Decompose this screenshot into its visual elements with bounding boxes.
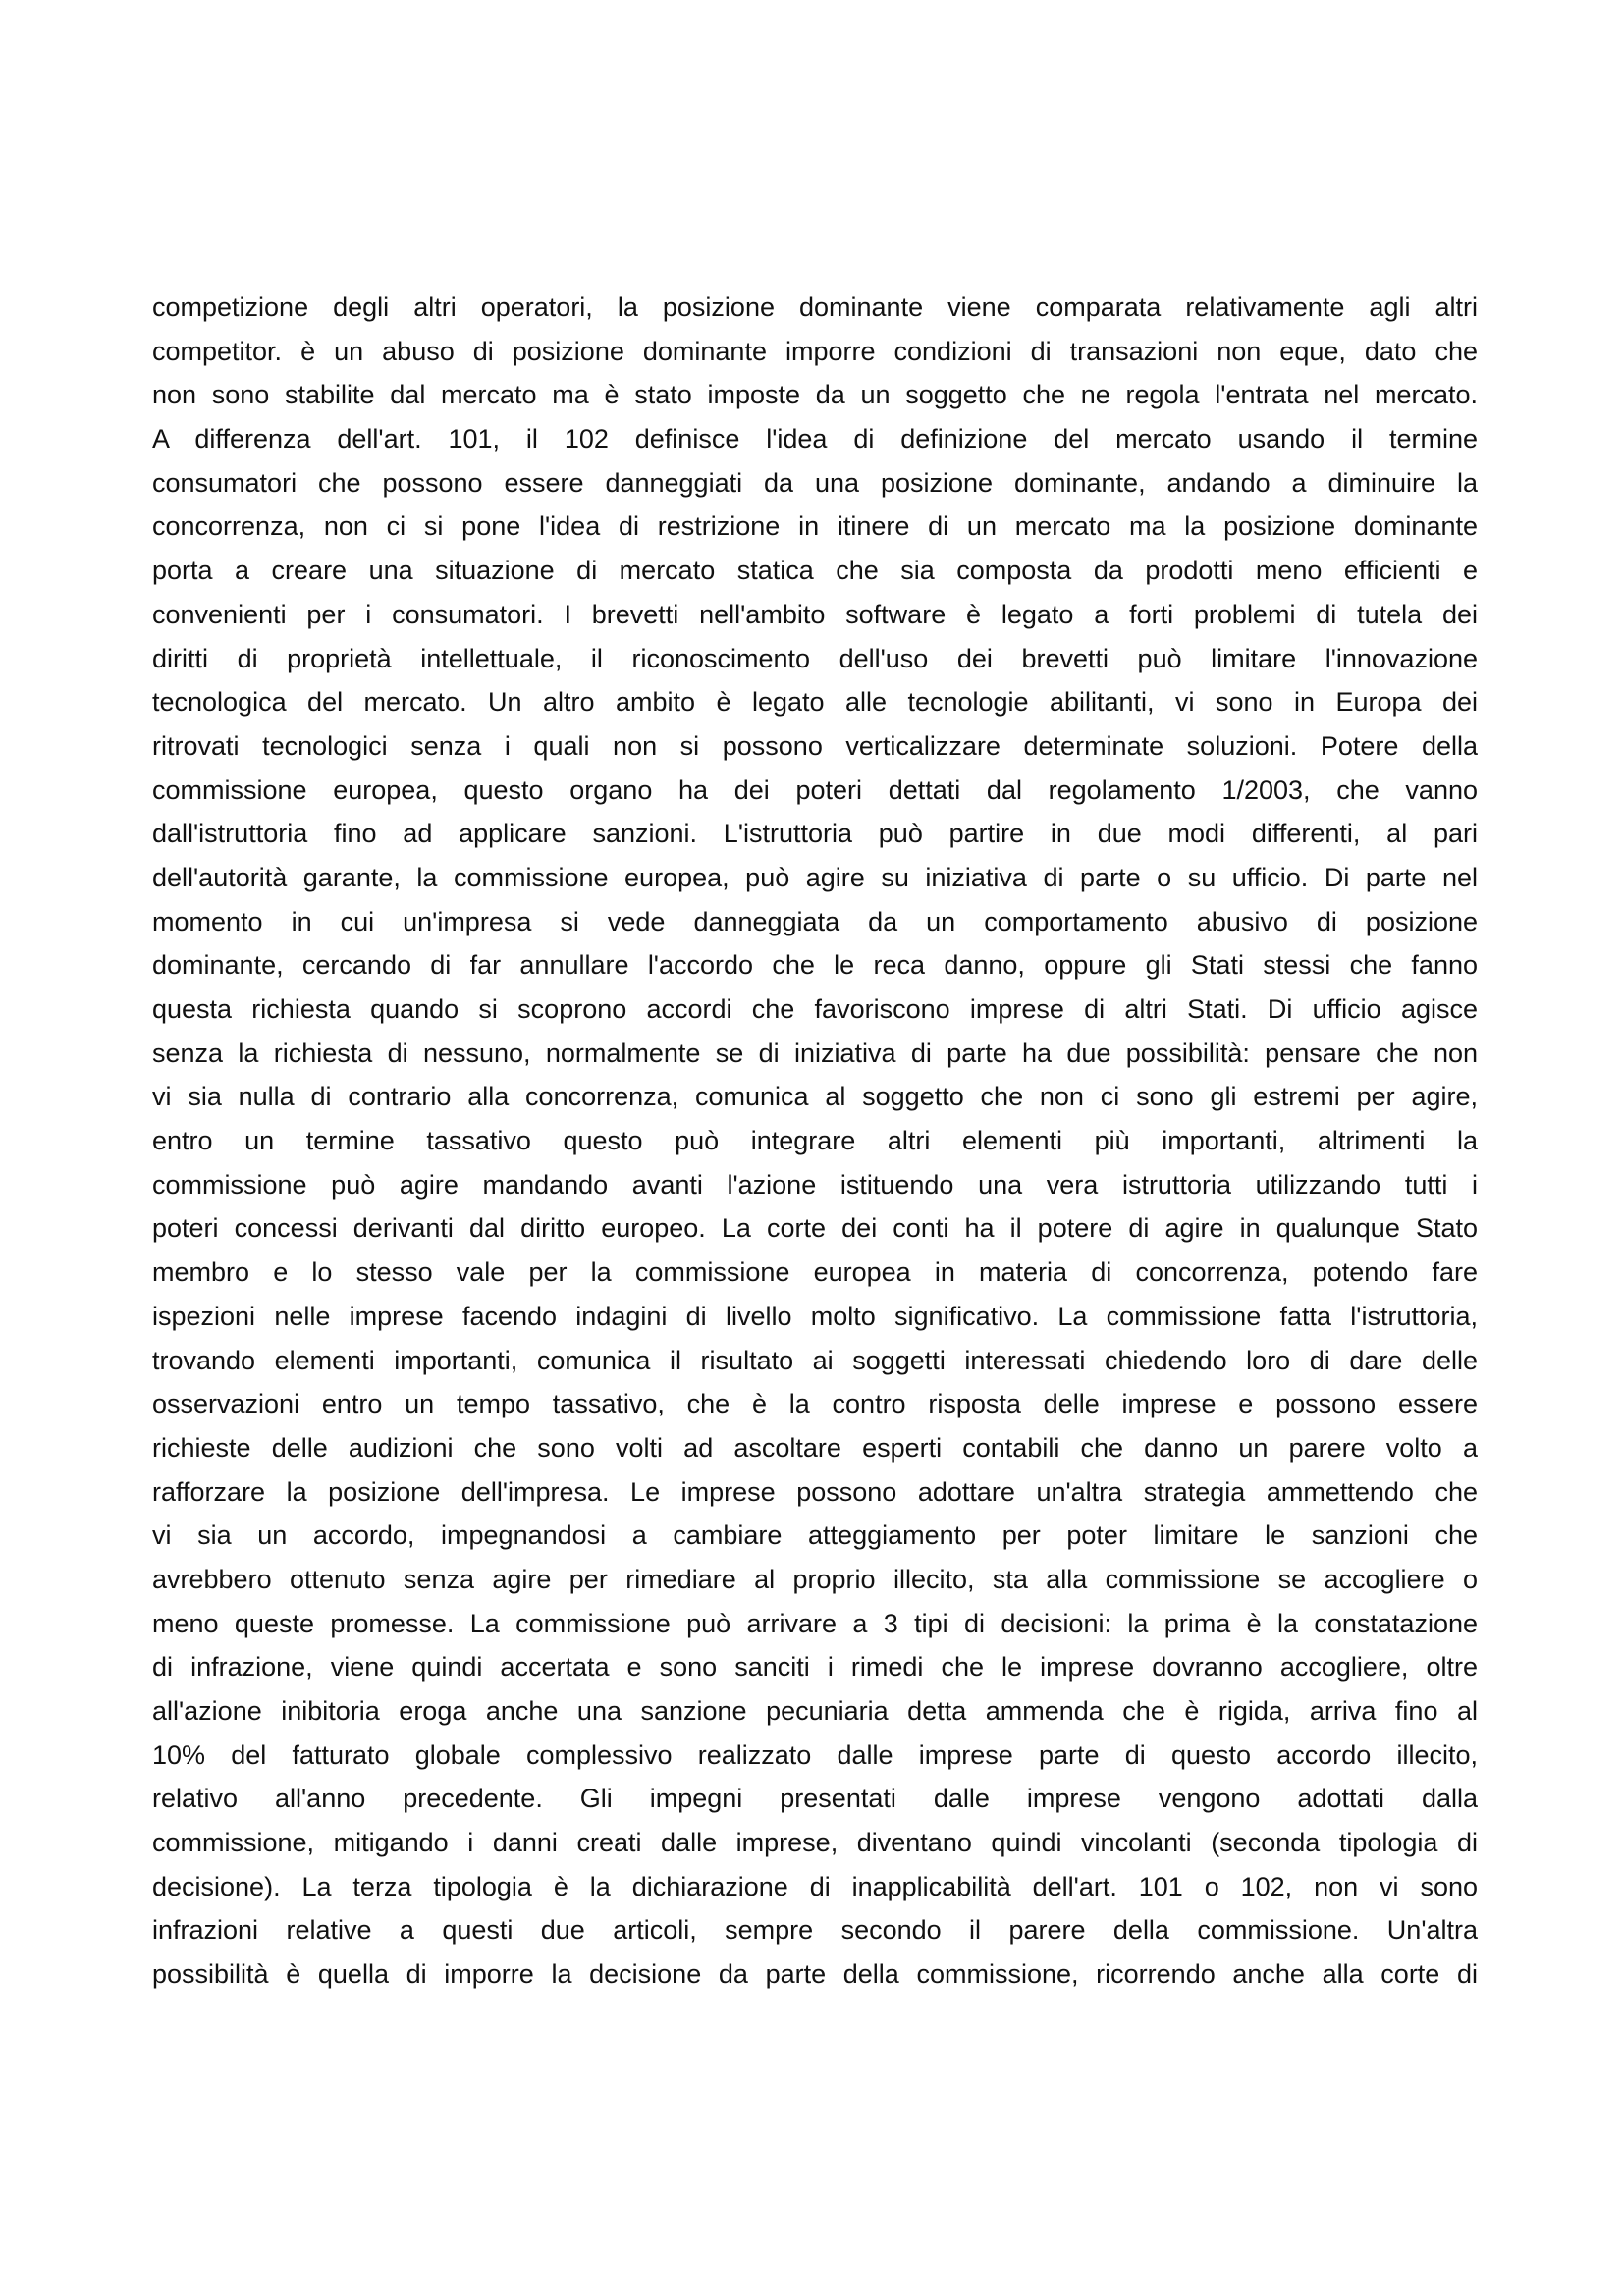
text-line: meno queste promesse. La commissione può arrivare a 3 tipi di decisioni: la prima è la constatazione xyxy=(152,1608,1478,1638)
body-text xyxy=(152,286,1478,1997)
text-line: ritrovati tecnologici senza i quali non si possono verticalizzare determinate soluzioni. Potere della xyxy=(152,730,1478,761)
text-line: porta a creare una situazione di mercato statica che sia composta da prodotti meno efficienti e xyxy=(152,556,1478,586)
text-line: possibilità è quella di imporre la decisione da parte della commissione, ricorrendo anche alla corte di xyxy=(152,1959,1478,1990)
text-line: dominante, cercando di far annullare l'accordo che le reca danno, oppure gli Stati stessi che fanno xyxy=(152,950,1478,981)
text-line: entro un termine tassativo questo può integrare altri elementi più importanti, altrimenti la xyxy=(152,1126,1478,1156)
text-line: commissione europea, questo organo ha dei poteri dettati dal regolamento 1/2003, che vanno xyxy=(152,774,1478,805)
text-line: non sono stabilite dal mercato ma è stato imposte da un soggetto che ne regola l'entrata nel mercato. xyxy=(152,380,1478,410)
text-line: dell'autorità garante, la commissione europea, può agire su iniziativa di parte o su ufficio. Di parte nel xyxy=(152,862,1478,892)
text-line: competitor. è un abuso di posizione dominante imporre condizioni di transazioni non eque, dato che xyxy=(152,336,1478,366)
text-line: 10% del fatturato globale complessivo realizzato dalle imprese parte di questo accordo illecito, xyxy=(152,1739,1478,1770)
text-line: avrebbero ottenuto senza agire per rimediare al proprio illecito, sta alla commissione se accogliere o xyxy=(152,1564,1478,1594)
text-line: vi sia nulla di contrario alla concorrenza, comunica al soggetto che non ci sono gli estremi per agire, xyxy=(152,1082,1478,1112)
text-line: convenienti per i consumatori. I brevetti nell'ambito software è legato a forti problemi di tutela dei xyxy=(152,599,1478,629)
text-line: rafforzare la posizione dell'impresa. Le imprese possono adottare un'altra strategia ammettendo che xyxy=(152,1476,1478,1507)
text-line: decisione). La terza tipologia è la dichiarazione di inapplicabilità dell'art. 101 o 102, non vi sono xyxy=(152,1871,1478,1901)
text-line: diritti di proprietà intellettuale, il riconoscimento dell'uso dei brevetti può limitare l'innovazione xyxy=(152,643,1478,673)
text-line: ispezioni nelle imprese facendo indagini di livello molto significativo. La commissione fatta l'istruttoria, xyxy=(152,1301,1478,1331)
text-line: membro e lo stesso vale per la commissione europea in materia di concorrenza, potendo fare xyxy=(152,1257,1478,1288)
text-line: momento in cui un'impresa si vede danneggiata da un comportamento abusivo di posizione xyxy=(152,906,1478,936)
text-line: consumatori che possono essere danneggiati da una posizione dominante, andando a diminuire la xyxy=(152,467,1478,498)
text-line: commissione, mitigando i danni creati dalle imprese, diventano quindi vincolanti (seconda tipologia di xyxy=(152,1828,1478,1858)
text-line: relativo all'anno precedente. Gli impegni presentati dalle imprese vengono adottati dalla xyxy=(152,1784,1478,1814)
text-line: infrazioni relative a questi due articoli, sempre secondo il parere della commissione. Un'altra xyxy=(152,1915,1478,1946)
text-line: di infrazione, viene quindi accertata e sono sanciti i rimedi che le imprese dovranno accogliere, oltre xyxy=(152,1652,1478,1682)
text-line: richieste delle audizioni che sono volti ad ascoltare esperti contabili che danno un parere volto a xyxy=(152,1432,1478,1463)
text-line: commissione può agire mandando avanti l'azione istituendo una vera istruttoria utilizzando tutti i xyxy=(152,1169,1478,1200)
text-line: vi sia un accordo, impegnandosi a cambiare atteggiamento per poter limitare le sanzioni che xyxy=(152,1521,1478,1551)
text-line: dall'istruttoria fino ad applicare sanzioni. L'istruttoria può partire in due modi differenti, al pari xyxy=(152,819,1478,849)
text-line: poteri concessi derivanti dal diritto europeo. La corte dei conti ha il potere di agire in qualunque Stato xyxy=(152,1213,1478,1244)
text-line: osservazioni entro un tempo tassativo, che è la contro risposta delle imprese e possono essere xyxy=(152,1389,1478,1419)
text-line: trovando elementi importanti, comunica il risultato ai soggetti interessati chiedendo loro di dare delle xyxy=(152,1345,1478,1375)
text-line: questa richiesta quando si scoprono accordi che favoriscono imprese di altri Stati. Di ufficio agisce xyxy=(152,994,1478,1024)
text-line: tecnologica del mercato. Un altro ambito è legato alle tecnologie abilitanti, vi sono in Europa dei xyxy=(152,687,1478,718)
text-line: all'azione inibitoria eroga anche una sanzione pecuniaria detta ammenda che è rigida, arriva fino al xyxy=(152,1696,1478,1726)
text-line: competizione degli altri operatori, la posizione dominante viene comparata relativamente agli altri xyxy=(152,293,1478,322)
text-line: senza la richiesta di nessuno, normalmente se di iniziativa di parte ha due possibilità: pensare che non xyxy=(152,1038,1478,1068)
text-line: concorrenza, non ci si pone l'idea di restrizione in itinere di un mercato ma la posizione dominante xyxy=(152,511,1478,542)
text-line: A differenza dell'art. 101, il 102 definisce l'idea di definizione del mercato usando il termine xyxy=(152,424,1478,454)
